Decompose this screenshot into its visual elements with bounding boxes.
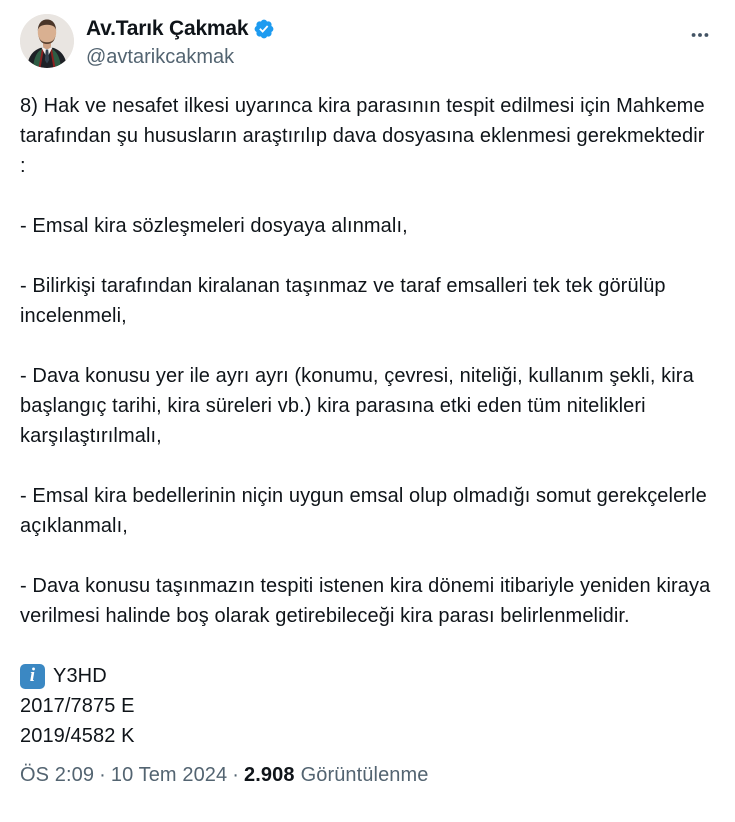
post-time: ÖS 2:09 <box>20 764 95 787</box>
tweet-paragraph: - Emsal kira sözleşmeleri dosyaya alınmalı, <box>20 215 408 238</box>
tweet-paragraph: 8) Hak ve nesafet ilkesi uyarınca kira parasının tespit edilmesi için Mahkeme tarafından şu hususların araştırılıp dava dosyasına eklenmesi gerekmektedir : <box>20 95 705 178</box>
author-names <box>86 14 275 70</box>
citation-block <box>20 661 715 751</box>
more-button[interactable] <box>685 20 715 50</box>
court-name: Y3HD <box>53 665 107 688</box>
avatar-image <box>20 14 74 68</box>
tweet-paragraph: - Bilirkişi tarafından kiralanan taşınmaz ve taraf emsalleri tek tek görülüp incelenmeli, <box>20 275 666 328</box>
timestamp-row <box>20 764 715 787</box>
case-decision: 2019/4582 K <box>20 725 135 748</box>
tweet-paragraphs <box>20 91 715 631</box>
views-count: 2.908 <box>244 764 295 787</box>
tweet-paragraph: - Emsal kira bedellerinin niçin uygun emsal olup olmadığı somut gerekçelerle açıklanmalı, <box>20 485 707 538</box>
display-name[interactable]: Av.Tarık Çakmak <box>86 17 249 40</box>
user-handle[interactable]: @avtarikcakmak <box>86 46 235 69</box>
tweet-paragraph: - Dava konusu taşınmazın tespiti istenen kira dönemi itibariyle yeniden kiraya verilmesi halinde boş olarak getirebileceği kira parası belirlenmelidir. <box>20 575 711 628</box>
verified-badge-icon <box>253 18 275 40</box>
separator-dot: · <box>99 764 106 787</box>
more-icon <box>689 24 711 46</box>
post-date: 10 Tem 2024 <box>110 764 228 787</box>
citation-court-line <box>20 661 715 691</box>
tweet-header <box>20 14 715 70</box>
views-label: Görüntülenme <box>300 764 429 787</box>
info-icon: i <box>20 664 45 689</box>
tweet-text <box>20 91 715 751</box>
avatar[interactable] <box>20 14 74 68</box>
tweet-paragraph: - Dava konusu yer ile ayrı ayrı (konumu, çevresi, niteliği, kullanım şekli, kira başlangıç tarihi, kira süreleri vb.) kira parasına etki eden tüm nitelikleri karşılaştırılmalı, <box>20 365 694 448</box>
separator-dot: · <box>232 764 239 787</box>
case-docket: 2017/7875 E <box>20 695 135 718</box>
